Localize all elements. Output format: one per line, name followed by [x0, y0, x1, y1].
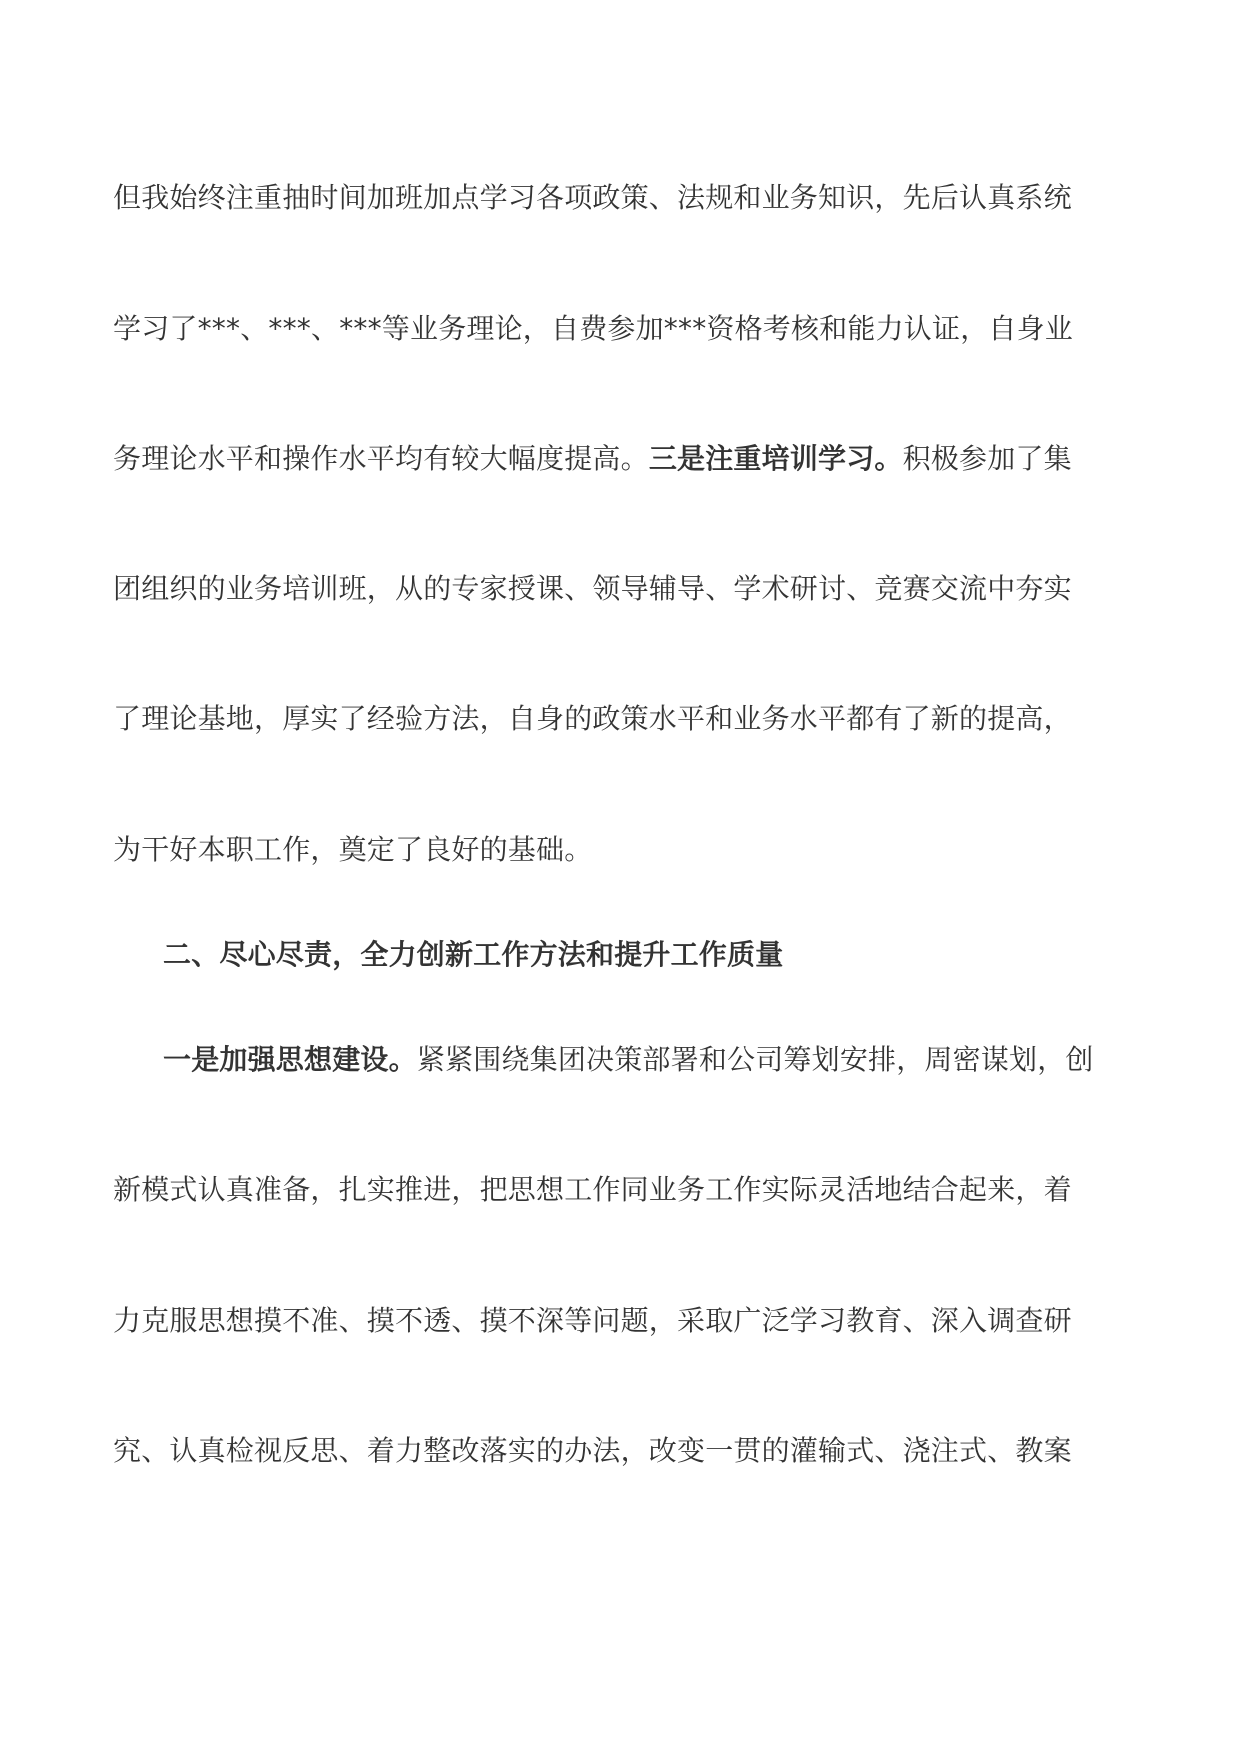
body-text-line — [113, 1431, 1133, 1471]
body-text-line — [113, 178, 1133, 218]
body-text-line — [113, 830, 1133, 870]
body-text-line — [113, 309, 1133, 349]
text-run: 团组织的业务培训班，从的专家授课、领导辅导、学术研讨、竞赛交流中夯实 — [113, 572, 1072, 605]
body-text-line — [113, 1170, 1133, 1210]
body-text-line — [163, 1040, 1183, 1080]
body-text-line — [113, 1301, 1133, 1341]
text-run: 积极参加了集 — [902, 442, 1072, 475]
text-run: 了理论基地，厚实了经验方法，自身的政策水平和业务水平都有了新的提高， — [113, 702, 1072, 735]
text-run: 力克服思想摸不准、摸不透、摸不深等问题，采取广泛学习教育、深入调查研 — [113, 1304, 1072, 1337]
body-text-line — [113, 699, 1133, 739]
body-text-line — [113, 439, 1133, 479]
text-run: 为干好本职工作，奠定了良好的基础。 — [113, 833, 593, 866]
text-run: 究、认真检视反思、着力整改落实的办法，改变一贯的灌输式、浇注式、教案 — [113, 1434, 1072, 1467]
inline-bold-heading: 一是加强思想建设。 — [163, 1043, 417, 1076]
section-heading-text: 二、尽心尽责，全力创新工作方法和提升工作质量 — [163, 938, 784, 971]
section-heading — [163, 935, 1183, 975]
text-run: 新模式认真准备，扎实推进，把思想工作同业务工作实际灵活地结合起来，着 — [113, 1173, 1072, 1206]
text-run: 务理论水平和操作水平均有较大幅度提高。 — [113, 442, 649, 475]
text-run: 学习了***、***、***等业务理论，自费参加***资格考核和能力认证，自身业 — [113, 312, 1074, 345]
text-run: 但我始终注重抽时间加班加点学习各项政策、法规和业务知识，先后认真系统 — [113, 181, 1072, 214]
body-text-line — [113, 569, 1133, 609]
text-run: 紧紧围绕集团决策部署和公司筹划安排，周密谋划，创 — [416, 1043, 1094, 1076]
inline-bold-heading: 三是注重培训学习。 — [648, 442, 903, 475]
